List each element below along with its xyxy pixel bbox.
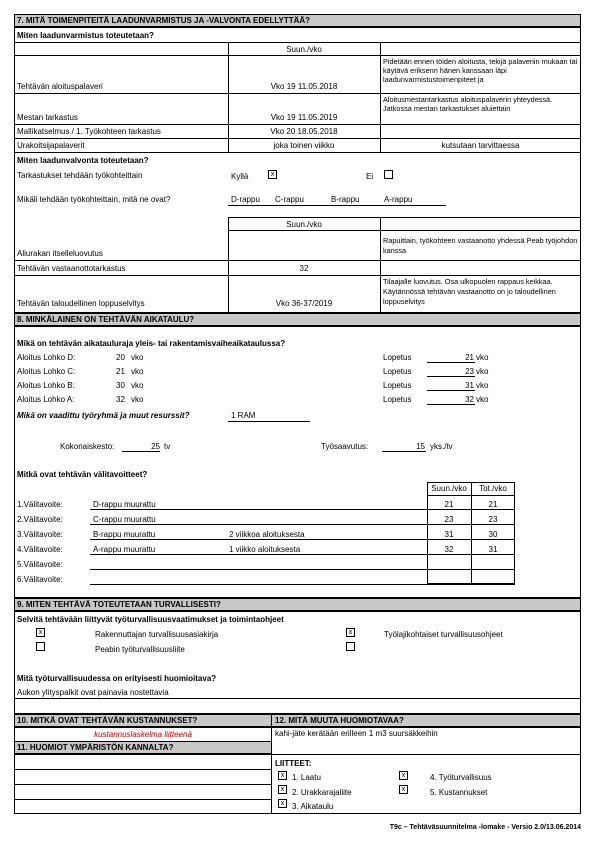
milestone-tot: 30	[488, 530, 498, 539]
milestone-label: 5.Välitavoite:	[17, 560, 63, 569]
attachment-label: 3. Aikataulu	[292, 802, 334, 811]
qa-row-label: Tehtävän aloituspalaveri	[17, 82, 103, 91]
start-label: Aloitus Lohko A:	[17, 395, 75, 404]
milestone-name: C-rappu muurattu	[93, 515, 156, 524]
ei-label: Ei	[366, 172, 374, 181]
start-label: Aloitus Lohko B:	[17, 381, 75, 390]
milestone-label: 4.Välitavoite:	[17, 545, 63, 554]
qa-title: Miten laadunvarmistus toteutetaan?	[17, 31, 154, 40]
qa-row-date: Vko 19 11.05.2018	[270, 82, 338, 91]
duration-value: 25	[151, 442, 160, 451]
end-unit: vko	[476, 395, 489, 404]
milestone-tot: 31	[488, 545, 498, 554]
safety-checkbox[interactable]: x	[346, 628, 355, 637]
safety-checkbox[interactable]	[36, 642, 45, 651]
section9-title: 9. MITEN TEHTÄVÄ TOTEUTETAAN TURVALLISESTI?	[17, 600, 221, 609]
which-question: Mikäli tehdään työkohteittain, mitä ne ovat?	[17, 195, 171, 204]
start-value: 30	[116, 381, 125, 390]
schedule-question: Mikä on tehtävän aikatauluraja yleis- tai rakentamisvaiheaikataulussa?	[17, 339, 286, 348]
which-item: D-rappu	[231, 195, 260, 204]
milestone-name: A-rappu muurattu	[93, 545, 156, 554]
safety-question: Selvitä tehtävään liittyvät työturvallisuusvaatimukset ja toimintaohjeet	[17, 615, 284, 624]
qa-row-note: Pidetään ennen töiden aloitusta, tekijä palaveriin mukaan tai käytävä eriksenn hänen kanssaan läpi laadunvarmistustoimenpiteet ja	[383, 57, 578, 84]
qv-row-label: Tehtävän taloudellinen loppuselvitys	[17, 299, 145, 308]
duration-unit: tv	[164, 442, 171, 451]
end-value: 23	[465, 367, 474, 376]
col-tot: Tot./vko	[479, 484, 507, 493]
attachment-label: 4. Työturvallisuus	[430, 773, 492, 782]
milestone-label: 6.Välitavoite:	[17, 575, 63, 584]
milestone-tot: 21	[488, 500, 498, 509]
end-label: Lopetus	[383, 367, 412, 376]
special-answer: Aukon ylityspalkit ovat painavia nostettavia	[17, 688, 169, 697]
kylla-label: Kyllä	[231, 172, 249, 181]
milestone-tot: 23	[488, 515, 498, 524]
end-unit: vko	[476, 381, 489, 390]
duration-label: Kokonaiskesto:	[60, 442, 115, 451]
qv-row-note: Rapuittain, työkohteen vastaanotto yhdessä Peab työjohdon kanssa	[383, 236, 578, 255]
footer: T9c – Tehtäväsuunnitelma -lomake - Versio 2.0/13.06.2014	[389, 824, 581, 831]
safety-item: Peabin työturvallisuusliite	[95, 645, 185, 654]
start-label: Aloitus Lohko D:	[17, 353, 76, 362]
qv-row-note: Tilaajalle luovutus. Osa ulkopuolen rappaus keikkaa. Käytännössä tehtävän vastaanotto on jo taloudellinen loppuselvitys	[383, 277, 556, 306]
milestone-suun: 21	[444, 500, 454, 509]
end-value: 31	[465, 381, 474, 390]
qv-title: Miten laadunvalvonta toteutetaan?	[17, 156, 149, 165]
attachment-checkbox[interactable]: x	[278, 785, 287, 794]
qv-row-date: Vko 36-37/2019	[275, 299, 333, 308]
safety-item: Rakennuttajan turvallisuusasiakirja	[95, 630, 219, 639]
qv-suun-header: Suun./vko	[286, 220, 322, 229]
start-unit: vko	[131, 353, 144, 362]
attachment-checkbox[interactable]: x	[399, 785, 408, 794]
milestone-note: 2 viikkoa aloituksesta	[229, 530, 305, 539]
milestone-label: 2.Välitavoite:	[17, 515, 63, 524]
start-unit: vko	[131, 395, 144, 404]
check-question: Tarkastukset tehdään työkohteittain	[17, 171, 143, 180]
start-label: Aloitus Lohko C:	[17, 367, 76, 376]
attachment-checkbox[interactable]: x	[278, 771, 287, 780]
resources-answer: 1 RAM	[231, 411, 256, 420]
section8-title: 8. MINKÄLAINEN ON TEHTÄVÄN AIKATAULU?	[17, 315, 195, 324]
end-unit: vko	[476, 353, 489, 362]
start-value: 32	[116, 395, 125, 404]
ei-checkbox[interactable]	[384, 170, 393, 179]
which-item: A-rappu	[384, 195, 413, 204]
qa-row-note: kutsutaan tarvittaessa	[441, 141, 520, 150]
throughput-value: 15	[416, 442, 425, 451]
qa-suun-header: Suun./vko	[286, 45, 322, 54]
safety-checkbox[interactable]	[346, 642, 355, 651]
resources-question: Mikä on vaadittu työryhmä ja muut resurssit?	[17, 411, 190, 420]
throughput-unit: yks./tv	[430, 442, 453, 451]
qv-row-date: 32	[299, 264, 309, 273]
milestone-note: 1 viikko aloituksesta	[229, 545, 301, 554]
qa-row-date: joka toinen viikko	[273, 141, 335, 150]
attachment-checkbox[interactable]: x	[399, 771, 408, 780]
qv-row-label: Tehtävän vastaanottotarkastus	[17, 264, 126, 273]
attachment-label: 5. Kustannukset	[430, 788, 488, 797]
end-unit: vko	[476, 367, 489, 376]
qa-row-date: Vko 19 11.05.2019	[270, 113, 338, 122]
qa-row-label: Mallikatselmus / 1. Työkohteen tarkastus	[17, 127, 161, 136]
milestone-suun: 31	[444, 530, 454, 539]
milestones-question: Mitkä ovat tehtävän välitavoitteet?	[17, 470, 148, 479]
attachment-label: 2. Urakkarajaliite	[292, 788, 352, 797]
which-item: B-rappu	[331, 195, 360, 204]
attachment-checkbox[interactable]: x	[278, 799, 287, 808]
end-label: Lopetus	[383, 381, 412, 390]
end-label: Lopetus	[383, 353, 412, 362]
milestone-name: D-rappu muurattu	[93, 500, 156, 509]
milestone-suun: 23	[444, 515, 454, 524]
qa-row-label: Urakoitsijapalaverit	[17, 141, 85, 150]
start-unit: vko	[131, 381, 144, 390]
section12-title: 12. MITÄ MUUTA HUOMIOTAVAA?	[275, 716, 404, 725]
attachments-title: LIITTEET:	[275, 759, 312, 768]
section7-title: 7. MITÄ TOIMENPITEITÄ LAADUNVARMISTUS JA -VALVONTA EDELLYTTÄÄ?	[17, 16, 311, 25]
start-unit: vko	[131, 367, 144, 376]
end-label: Lopetus	[383, 395, 412, 404]
cost-note: kustannuslaskelma liitteenä	[94, 730, 192, 739]
other-note: kahi-jäte kerätään erilleen 1 m3 suursäkkeihin	[275, 729, 438, 738]
attachment-label: 1. Laatu	[292, 773, 321, 782]
milestone-label: 3.Välitavoite:	[17, 530, 63, 539]
kylla-checkbox[interactable]: x	[268, 170, 277, 179]
milestone-name: B-rappu muurattu	[93, 530, 156, 539]
throughput-label: Työsaavutus:	[321, 442, 369, 451]
safety-item: Työlajikohtaiset turvallisuusohjeet	[384, 630, 503, 639]
milestone-suun: 32	[444, 545, 454, 554]
which-item: C-rappu	[275, 195, 304, 204]
end-value: 21	[465, 353, 474, 362]
start-value: 20	[116, 353, 125, 362]
qa-row-note: Aloitusmestantarkastus aloituspalaverin yhteydessä. Jatkossa mestan tarkastukset aluiettain	[383, 95, 553, 113]
special-question: Mitä työturvallisuudessa on erityisesti huomioitava?	[17, 674, 217, 683]
qa-row-label: Mestan tarkastus	[17, 113, 78, 122]
qa-row-date: Vko 20 18.05.2018	[270, 127, 338, 136]
end-value: 32	[465, 395, 474, 404]
safety-checkbox[interactable]: x	[36, 628, 45, 637]
section11-title: 11. HUOMIOT YMPÄRISTÖN KANNALTA?	[17, 743, 174, 752]
milestone-label: 1.Välitavoite:	[17, 500, 63, 509]
col-suun: Suun./vko	[431, 484, 467, 493]
start-value: 21	[116, 367, 125, 376]
qv-row-label: Aliurakan itselleluovutus	[17, 249, 103, 258]
section12-frame	[271, 727, 581, 814]
section10-title: 10. MITKÄ OVAT TEHTÄVÄN KUSTANNUKSET?	[17, 716, 198, 725]
